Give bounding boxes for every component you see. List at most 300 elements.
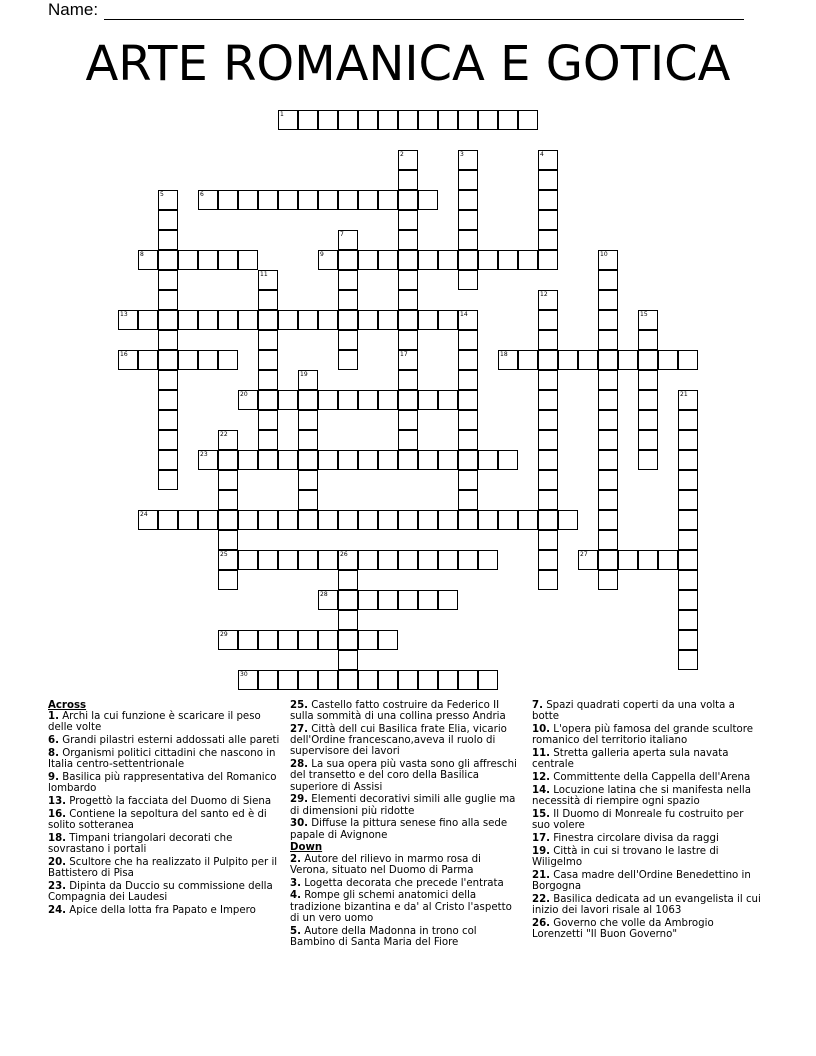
grid-cell[interactable] xyxy=(418,190,438,210)
grid-cell[interactable] xyxy=(458,410,478,430)
grid-cell[interactable] xyxy=(338,450,358,470)
grid-cell[interactable] xyxy=(318,550,338,570)
grid-cell[interactable] xyxy=(218,430,238,450)
grid-cell[interactable] xyxy=(538,210,558,230)
grid-cell[interactable] xyxy=(218,490,238,510)
grid-cell[interactable] xyxy=(278,190,298,210)
grid-cell[interactable] xyxy=(398,390,418,410)
grid-cell[interactable] xyxy=(258,390,278,410)
grid-cell[interactable] xyxy=(378,190,398,210)
grid-cell[interactable] xyxy=(158,210,178,230)
name-label: Name: xyxy=(48,0,99,19)
grid-cell[interactable] xyxy=(158,270,178,290)
grid-cell[interactable] xyxy=(218,350,238,370)
grid-cell[interactable] xyxy=(538,170,558,190)
grid-cell[interactable] xyxy=(298,630,318,650)
grid-cell[interactable] xyxy=(318,670,338,690)
grid-cell[interactable] xyxy=(338,390,358,410)
grid-cell[interactable] xyxy=(538,310,558,330)
grid-cell[interactable] xyxy=(258,350,278,370)
grid-cell[interactable] xyxy=(438,670,458,690)
grid-cell[interactable] xyxy=(158,390,178,410)
grid-cell[interactable] xyxy=(478,510,498,530)
grid-cell[interactable] xyxy=(458,230,478,250)
grid-cell[interactable] xyxy=(338,250,358,270)
grid-cell[interactable] xyxy=(678,590,698,610)
grid-cell[interactable] xyxy=(538,430,558,450)
grid-cell[interactable] xyxy=(638,550,658,570)
grid-cell[interactable] xyxy=(318,450,338,470)
grid-cell[interactable] xyxy=(398,170,418,190)
grid-cell[interactable] xyxy=(238,310,258,330)
grid-cell[interactable] xyxy=(358,670,378,690)
grid-cell[interactable] xyxy=(398,510,418,530)
grid-cell[interactable] xyxy=(158,350,178,370)
grid-cell[interactable] xyxy=(478,250,498,270)
grid-cell[interactable] xyxy=(278,450,298,470)
grid-cell[interactable] xyxy=(378,590,398,610)
grid-cell[interactable] xyxy=(238,450,258,470)
grid-cell[interactable] xyxy=(258,330,278,350)
grid-cell[interactable] xyxy=(458,370,478,390)
grid-cell[interactable] xyxy=(258,510,278,530)
grid-cell[interactable] xyxy=(378,630,398,650)
grid-cell[interactable] xyxy=(198,450,218,470)
grid-cell[interactable] xyxy=(398,430,418,450)
grid-cell[interactable] xyxy=(158,410,178,430)
grid-cell[interactable] xyxy=(438,250,458,270)
grid-cell[interactable] xyxy=(218,450,238,470)
grid-cell[interactable] xyxy=(398,330,418,350)
grid-cell[interactable] xyxy=(458,270,478,290)
grid-cell[interactable] xyxy=(298,370,318,390)
grid-cell[interactable] xyxy=(338,270,358,290)
grid-cell[interactable] xyxy=(598,270,618,290)
grid-cell[interactable] xyxy=(118,310,138,330)
grid-cell[interactable] xyxy=(498,250,518,270)
grid-cell[interactable] xyxy=(278,390,298,410)
grid-cell[interactable] xyxy=(538,330,558,350)
grid-cell[interactable] xyxy=(378,310,398,330)
grid-cell[interactable] xyxy=(598,550,618,570)
grid-cell[interactable] xyxy=(658,550,678,570)
grid-cell[interactable] xyxy=(538,490,558,510)
grid-cell[interactable] xyxy=(338,290,358,310)
grid-cell[interactable] xyxy=(458,490,478,510)
grid-cell[interactable] xyxy=(178,310,198,330)
grid-cell[interactable] xyxy=(398,270,418,290)
grid-cell[interactable] xyxy=(338,310,358,330)
grid-cell[interactable] xyxy=(598,290,618,310)
grid-cell[interactable] xyxy=(378,510,398,530)
grid-cell[interactable] xyxy=(398,290,418,310)
grid-cell[interactable] xyxy=(458,510,478,530)
grid-cell[interactable] xyxy=(678,510,698,530)
grid-cell[interactable] xyxy=(378,250,398,270)
grid-cell[interactable] xyxy=(278,310,298,330)
grid-cell[interactable] xyxy=(458,110,478,130)
grid-cell[interactable] xyxy=(318,110,338,130)
grid-cell[interactable] xyxy=(598,410,618,430)
grid-cell[interactable] xyxy=(458,430,478,450)
grid-cell[interactable] xyxy=(298,550,318,570)
grid-cell[interactable] xyxy=(598,530,618,550)
grid-cell[interactable] xyxy=(398,450,418,470)
grid-cell[interactable] xyxy=(538,530,558,550)
grid-cell[interactable] xyxy=(238,250,258,270)
grid-cell[interactable] xyxy=(398,350,418,370)
grid-cell[interactable] xyxy=(438,310,458,330)
grid-cell[interactable] xyxy=(358,250,378,270)
grid-cell[interactable] xyxy=(578,350,598,370)
grid-cell[interactable] xyxy=(458,390,478,410)
grid-cell[interactable] xyxy=(358,310,378,330)
grid-cell[interactable] xyxy=(358,450,378,470)
grid-cell[interactable] xyxy=(598,330,618,350)
grid-cell[interactable] xyxy=(558,510,578,530)
grid-cell[interactable] xyxy=(438,590,458,610)
grid-cell[interactable] xyxy=(518,350,538,370)
grid-cell[interactable] xyxy=(258,310,278,330)
clue-number: 16 xyxy=(120,351,128,358)
grid-cell[interactable] xyxy=(678,570,698,590)
grid-cell[interactable] xyxy=(418,450,438,470)
grid-cell[interactable] xyxy=(158,230,178,250)
grid-cell[interactable] xyxy=(338,590,358,610)
grid-cell[interactable] xyxy=(398,230,418,250)
grid-cell[interactable] xyxy=(478,450,498,470)
grid-cell[interactable] xyxy=(638,450,658,470)
clue-text: Apice della lotta fra Papato e Impero xyxy=(66,904,256,916)
grid-cell[interactable] xyxy=(398,590,418,610)
grid-cell[interactable] xyxy=(558,350,578,370)
grid-cell[interactable] xyxy=(298,110,318,130)
grid-cell[interactable] xyxy=(258,190,278,210)
grid-cell[interactable] xyxy=(338,630,358,650)
grid-cell[interactable] xyxy=(178,350,198,370)
grid-cell[interactable] xyxy=(218,630,238,650)
grid-cell[interactable] xyxy=(398,110,418,130)
grid-cell[interactable] xyxy=(358,510,378,530)
grid-cell[interactable] xyxy=(418,670,438,690)
grid-cell[interactable] xyxy=(138,250,158,270)
grid-cell[interactable] xyxy=(598,250,618,270)
clue-number: 10. xyxy=(532,724,551,735)
grid-cell[interactable] xyxy=(218,470,238,490)
grid-cell[interactable] xyxy=(458,250,478,270)
grid-cell[interactable] xyxy=(538,570,558,590)
grid-cell[interactable] xyxy=(678,550,698,570)
grid-cell[interactable] xyxy=(598,390,618,410)
grid-cell[interactable] xyxy=(678,610,698,630)
grid-cell[interactable] xyxy=(678,430,698,450)
grid-cell[interactable] xyxy=(298,450,318,470)
grid-cell[interactable] xyxy=(638,430,658,450)
grid-cell[interactable] xyxy=(338,570,358,590)
grid-cell[interactable] xyxy=(478,670,498,690)
grid-cell[interactable] xyxy=(298,670,318,690)
clue-text: Casa madre dell'Ordine Benedettino in Borgogna xyxy=(532,869,751,892)
grid-cell[interactable] xyxy=(298,510,318,530)
grid-cell[interactable] xyxy=(278,630,298,650)
grid-cell[interactable] xyxy=(318,250,338,270)
grid-cell[interactable] xyxy=(418,550,438,570)
grid-cell[interactable] xyxy=(498,110,518,130)
grid-cell[interactable] xyxy=(678,410,698,430)
grid-cell[interactable] xyxy=(258,370,278,390)
grid-cell[interactable] xyxy=(358,390,378,410)
grid-cell[interactable] xyxy=(538,150,558,170)
grid-cell[interactable] xyxy=(198,250,218,270)
grid-cell[interactable] xyxy=(218,550,238,570)
grid-cell[interactable] xyxy=(678,470,698,490)
grid-cell[interactable] xyxy=(338,110,358,130)
grid-cell[interactable] xyxy=(218,310,238,330)
grid-cell[interactable] xyxy=(318,390,338,410)
grid-cell[interactable] xyxy=(398,370,418,390)
grid-cell[interactable] xyxy=(638,410,658,430)
grid-cell[interactable] xyxy=(458,350,478,370)
grid-cell[interactable] xyxy=(278,510,298,530)
grid-cell[interactable] xyxy=(298,490,318,510)
grid-cell[interactable] xyxy=(378,550,398,570)
clue-number: 9 xyxy=(320,251,324,258)
grid-cell[interactable] xyxy=(158,190,178,210)
grid-cell[interactable] xyxy=(438,390,458,410)
grid-cell[interactable] xyxy=(618,550,638,570)
grid-cell[interactable] xyxy=(418,590,438,610)
grid-cell[interactable] xyxy=(238,670,258,690)
grid-cell[interactable] xyxy=(338,650,358,670)
grid-cell[interactable] xyxy=(538,370,558,390)
grid-cell[interactable] xyxy=(598,450,618,470)
grid-cell[interactable] xyxy=(538,410,558,430)
grid-cell[interactable] xyxy=(258,450,278,470)
grid-cell[interactable] xyxy=(318,590,338,610)
clue-text: Il Duomo di Monreale fu costruito per suo volere xyxy=(532,808,744,831)
grid-cell[interactable] xyxy=(278,670,298,690)
grid-cell[interactable] xyxy=(178,250,198,270)
grid-cell[interactable] xyxy=(478,110,498,130)
grid-cell[interactable] xyxy=(138,510,158,530)
grid-cell[interactable] xyxy=(598,490,618,510)
grid-cell[interactable] xyxy=(538,390,558,410)
grid-cell[interactable] xyxy=(638,310,658,330)
grid-cell[interactable] xyxy=(338,670,358,690)
grid-cell[interactable] xyxy=(338,330,358,350)
grid-cell[interactable] xyxy=(378,670,398,690)
grid-cell[interactable] xyxy=(398,210,418,230)
grid-cell[interactable] xyxy=(638,350,658,370)
grid-cell[interactable] xyxy=(318,190,338,210)
grid-cell[interactable] xyxy=(318,630,338,650)
grid-cell[interactable] xyxy=(458,170,478,190)
grid-cell[interactable] xyxy=(638,330,658,350)
grid-cell[interactable] xyxy=(418,250,438,270)
grid-cell[interactable] xyxy=(458,550,478,570)
grid-cell[interactable] xyxy=(238,550,258,570)
grid-cell[interactable] xyxy=(398,310,418,330)
grid-cell[interactable] xyxy=(338,610,358,630)
grid-cell[interactable] xyxy=(458,150,478,170)
grid-cell[interactable] xyxy=(218,570,238,590)
grid-cell[interactable] xyxy=(638,390,658,410)
grid-cell[interactable] xyxy=(158,370,178,390)
grid-cell[interactable] xyxy=(378,450,398,470)
grid-cell[interactable] xyxy=(358,550,378,570)
grid-cell[interactable] xyxy=(498,510,518,530)
grid-cell[interactable] xyxy=(538,290,558,310)
grid-cell[interactable] xyxy=(678,450,698,470)
grid-cell[interactable] xyxy=(678,490,698,510)
grid-cell[interactable] xyxy=(538,230,558,250)
grid-cell[interactable] xyxy=(538,470,558,490)
grid-cell[interactable] xyxy=(238,390,258,410)
grid-cell[interactable] xyxy=(198,510,218,530)
grid-cell[interactable] xyxy=(318,310,338,330)
grid-cell[interactable] xyxy=(498,350,518,370)
grid-cell[interactable] xyxy=(398,670,418,690)
grid-cell[interactable] xyxy=(198,190,218,210)
grid-cell[interactable] xyxy=(218,510,238,530)
grid-cell[interactable] xyxy=(438,550,458,570)
grid-cell[interactable] xyxy=(458,450,478,470)
grid-cell[interactable] xyxy=(258,270,278,290)
grid-cell[interactable] xyxy=(158,290,178,310)
grid-cell[interactable] xyxy=(298,310,318,330)
grid-cell[interactable] xyxy=(438,510,458,530)
grid-cell[interactable] xyxy=(298,410,318,430)
grid-cell[interactable] xyxy=(258,290,278,310)
grid-cell[interactable] xyxy=(118,350,138,370)
grid-cell[interactable] xyxy=(458,190,478,210)
grid-cell[interactable] xyxy=(338,230,358,250)
grid-cell[interactable] xyxy=(378,110,398,130)
grid-cell[interactable] xyxy=(538,550,558,570)
grid-cell[interactable] xyxy=(338,510,358,530)
grid-cell[interactable] xyxy=(458,310,478,330)
grid-cell[interactable] xyxy=(398,550,418,570)
grid-cell[interactable] xyxy=(538,250,558,270)
grid-cell[interactable] xyxy=(458,670,478,690)
grid-cell[interactable] xyxy=(178,510,198,530)
grid-cell[interactable] xyxy=(398,410,418,430)
grid-cell[interactable] xyxy=(418,110,438,130)
grid-cell[interactable] xyxy=(618,350,638,370)
grid-cell[interactable] xyxy=(538,510,558,530)
grid-cell[interactable] xyxy=(518,110,538,130)
grid-cell[interactable] xyxy=(678,390,698,410)
grid-cell[interactable] xyxy=(678,530,698,550)
grid-cell[interactable] xyxy=(358,190,378,210)
grid-cell[interactable] xyxy=(338,190,358,210)
grid-cell[interactable] xyxy=(678,650,698,670)
grid-cell[interactable] xyxy=(598,370,618,390)
grid-cell[interactable] xyxy=(158,450,178,470)
grid-cell[interactable] xyxy=(258,410,278,430)
grid-cell[interactable] xyxy=(278,110,298,130)
grid-cell[interactable] xyxy=(158,330,178,350)
grid-cell[interactable] xyxy=(598,350,618,370)
grid-cell[interactable] xyxy=(458,330,478,350)
grid-cell[interactable] xyxy=(278,550,298,570)
grid-cell[interactable] xyxy=(658,350,678,370)
grid-cell[interactable] xyxy=(338,350,358,370)
grid-cell[interactable] xyxy=(258,670,278,690)
grid-cell[interactable] xyxy=(198,310,218,330)
grid-cell[interactable] xyxy=(418,310,438,330)
grid-cell[interactable] xyxy=(218,250,238,270)
grid-cell[interactable] xyxy=(598,570,618,590)
grid-cell[interactable] xyxy=(258,430,278,450)
grid-cell[interactable] xyxy=(638,370,658,390)
grid-cell[interactable] xyxy=(598,430,618,450)
grid-cell[interactable] xyxy=(298,470,318,490)
grid-cell[interactable] xyxy=(158,310,178,330)
grid-cell[interactable] xyxy=(678,350,698,370)
grid-cell[interactable] xyxy=(358,630,378,650)
grid-cell[interactable] xyxy=(578,550,598,570)
grid-cell[interactable] xyxy=(298,190,318,210)
grid-cell[interactable] xyxy=(238,630,258,650)
grid-cell[interactable] xyxy=(358,110,378,130)
grid-cell[interactable] xyxy=(158,250,178,270)
grid-cell[interactable] xyxy=(498,450,518,470)
grid-cell[interactable] xyxy=(538,190,558,210)
grid-cell[interactable] xyxy=(518,510,538,530)
grid-cell[interactable] xyxy=(298,390,318,410)
grid-cell[interactable] xyxy=(158,430,178,450)
grid-cell[interactable] xyxy=(458,210,478,230)
grid-cell[interactable] xyxy=(218,190,238,210)
grid-cell[interactable] xyxy=(438,110,458,130)
grid-cell[interactable] xyxy=(238,190,258,210)
grid-cell[interactable] xyxy=(598,510,618,530)
grid-cell[interactable] xyxy=(158,470,178,490)
clue-number: 25. xyxy=(290,700,309,711)
grid-cell[interactable] xyxy=(258,630,278,650)
clue-number: 8 xyxy=(140,251,144,258)
grid-cell[interactable] xyxy=(438,450,458,470)
grid-cell[interactable] xyxy=(418,510,438,530)
grid-cell[interactable] xyxy=(358,590,378,610)
grid-cell[interactable] xyxy=(598,310,618,330)
grid-cell[interactable] xyxy=(518,250,538,270)
grid-cell[interactable] xyxy=(678,630,698,650)
grid-cell[interactable] xyxy=(538,450,558,470)
clue-number: 11 xyxy=(260,271,268,278)
grid-cell[interactable] xyxy=(598,470,618,490)
grid-cell[interactable] xyxy=(318,510,338,530)
grid-cell[interactable] xyxy=(458,470,478,490)
grid-cell[interactable] xyxy=(258,550,278,570)
grid-cell[interactable] xyxy=(538,350,558,370)
grid-cell[interactable] xyxy=(398,150,418,170)
grid-cell[interactable] xyxy=(238,510,258,530)
grid-cell[interactable] xyxy=(298,430,318,450)
grid-cell[interactable] xyxy=(198,350,218,370)
grid-cell[interactable] xyxy=(378,390,398,410)
grid-cell[interactable] xyxy=(138,310,158,330)
grid-cell[interactable] xyxy=(138,350,158,370)
grid-cell[interactable] xyxy=(158,510,178,530)
grid-cell[interactable] xyxy=(398,190,418,210)
grid-cell[interactable] xyxy=(398,250,418,270)
grid-cell[interactable] xyxy=(338,550,358,570)
grid-cell[interactable] xyxy=(478,550,498,570)
grid-cell[interactable] xyxy=(418,390,438,410)
grid-cell[interactable] xyxy=(218,530,238,550)
